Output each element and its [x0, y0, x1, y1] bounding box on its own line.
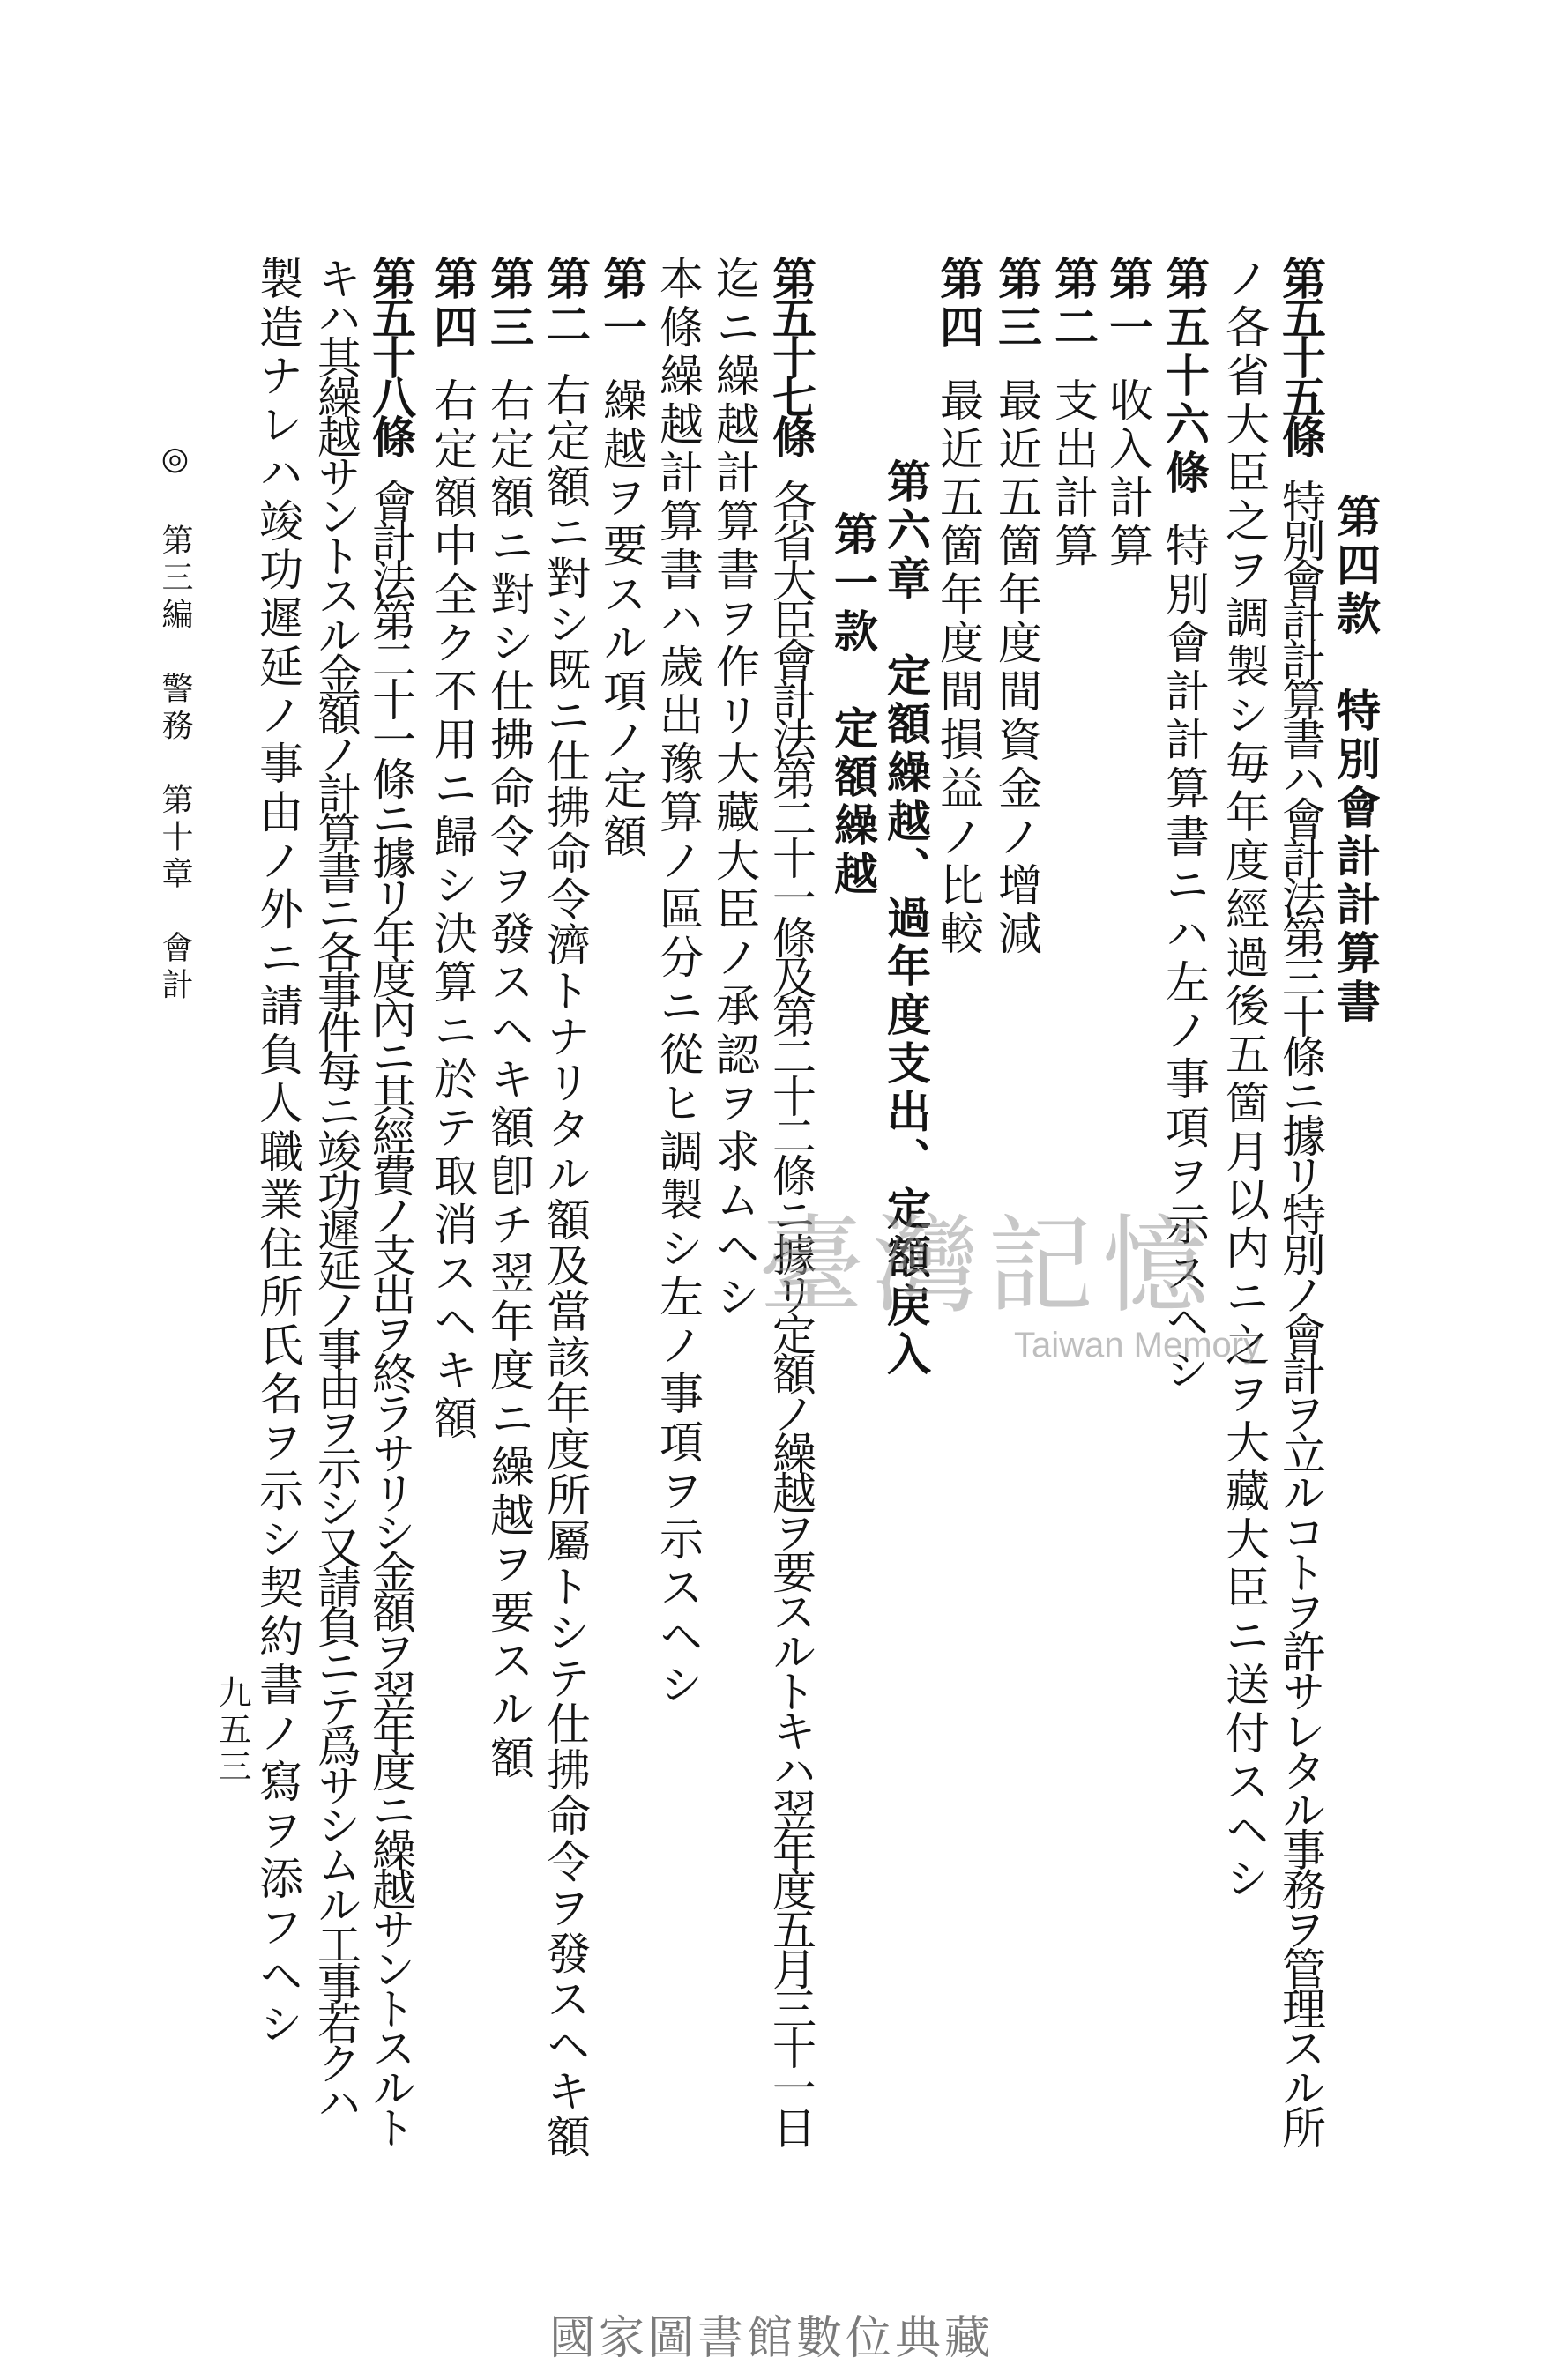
article-label: 第五十七條	[765, 256, 817, 454]
column-text: 特別會計計算書ニハ左ノ事項ヲ示スヘシ	[1159, 523, 1210, 1395]
article-label: 第四	[427, 256, 479, 353]
column-text: 繰越ヲ要スル項ノ定額	[596, 377, 647, 862]
text-column-1	[1330, 494, 1382, 1027]
column-text: 第一款 定額繰越	[827, 511, 879, 899]
column-text: 右定額ニ對シ既ニ仕拂命令濟トナリタル額及當該年度所屬トシテ仕拂命令ヲ發スヘキ額	[540, 372, 591, 2160]
watermark-chinese: 臺灣記憶	[758, 1205, 1217, 1328]
article-label: 第五十六條	[1159, 256, 1211, 498]
text-column-5	[1102, 256, 1154, 571]
column-text: 最近五箇年度間資金ノ增減	[991, 377, 1042, 959]
article-label: 第二	[1047, 256, 1099, 353]
column-text: 最近五箇年度間損益ノ比較	[933, 377, 984, 959]
text-column-2	[1275, 256, 1327, 2145]
column-text: 支出計算	[1047, 377, 1099, 571]
column-text: 會計法第二十一條ニ據リ年度內ニ其經費ノ支出ヲ終ラサリシ金額ヲ翌年度ニ繰越サントスルト	[365, 479, 416, 2145]
column-text: ノ各省大臣之ヲ調製シ毎年度經過後五箇月以内ニ之ヲ大藏大臣ニ送付スヘシ	[1219, 256, 1270, 1904]
column-text: 迄ニ繰越計算書ヲ作リ大藏大臣ノ承認ヲ求ムヘシ	[709, 256, 760, 1322]
column-text: 右定額中全ク不用ニ歸シ決算ニ於テ取消スヘキ額	[427, 377, 478, 1444]
text-column-18	[365, 256, 417, 2145]
column-text: キハ其繰越サントスル金額ノ計算書ニ各事件每ニ竣功遲延ノ事由ヲ示シ又請負ニテ爲サシムル工事若クハ	[310, 256, 362, 2120]
column-text: 本條繰越計算書ハ歲出豫算ノ區分ニ從ヒ調製シ左ノ事項ヲ示スヘシ	[652, 256, 704, 1710]
column-text: 各省大臣會計法第二十一條及第二十二條ニ據リ定額ノ繰越ヲ要スルトキハ翌年度五月三十一日	[765, 479, 816, 2145]
article-label: 第二	[540, 256, 592, 347]
article-label: 第四	[933, 256, 985, 353]
text-column-9	[880, 458, 932, 1380]
article-label: 第五十五條	[1275, 256, 1327, 454]
article-label: 第三	[991, 256, 1043, 353]
circle-mark-icon: ◎	[157, 441, 193, 482]
column-text: 收入計算	[1102, 377, 1153, 571]
text-column-15	[540, 256, 592, 2160]
text-column-6	[1047, 256, 1099, 571]
text-column-3	[1219, 256, 1270, 1904]
article-label: 第一	[596, 256, 648, 353]
article-label: 第一	[1102, 256, 1154, 353]
text-column-14	[596, 256, 648, 862]
text-column-12	[709, 256, 760, 1322]
column-text: 第四款 特別會計計算書	[1330, 494, 1382, 1027]
column-text: 特別會計計算書ハ會計法第三十條ニ據リ特別ノ會計ヲ立ルコトヲ許サレタル事務ヲ管理スル所	[1275, 479, 1326, 2145]
text-column-17	[427, 256, 479, 1444]
text-column-8	[933, 256, 985, 959]
text-column-16	[483, 256, 535, 1783]
column-text: 右定額ニ對シ仕拂命令ヲ發スヘキ額卽チ翌年度ニ繰越ヲ要スル額	[483, 377, 534, 1783]
running-footer	[157, 441, 193, 1005]
text-column-20	[252, 256, 303, 2049]
text-column-11	[765, 256, 817, 2145]
text-column-13	[652, 256, 704, 1710]
column-text: 第六章 定額繰越、過年度支出、定額戻入	[880, 458, 932, 1380]
text-column-7	[991, 256, 1043, 959]
text-column-4	[1159, 256, 1211, 1395]
footer-title: 第三編 警務 第十章 會計	[157, 524, 193, 1005]
text-column-10	[827, 511, 879, 899]
page-number: 九五三	[212, 1675, 251, 1786]
library-stamp: 國家圖書館數位典藏	[548, 2312, 994, 2365]
text-column-19	[310, 256, 362, 2120]
article-label: 第三	[483, 256, 535, 353]
article-label: 第五十八條	[365, 256, 417, 454]
watermark-english: Taiwan Memory	[1014, 1326, 1262, 1365]
column-text: 製造ナレハ竣功遲延ノ事由ノ外ニ請負人職業住所氏名ヲ示シ契約書ノ寫ヲ添フヘシ	[252, 256, 303, 2049]
